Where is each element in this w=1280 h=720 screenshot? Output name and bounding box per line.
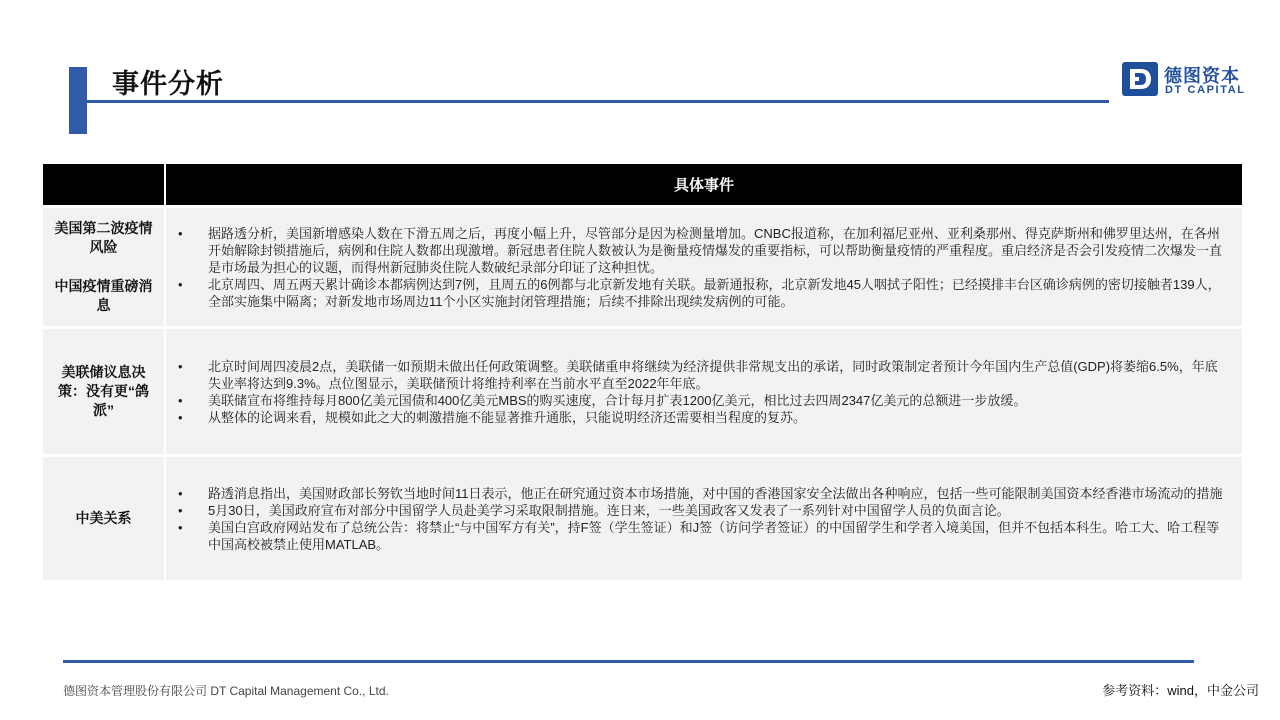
event-bullet: • 路透消息指出，美国财政部长努钦当地时间11日表示，他正在研究通过资本市场措施，对中国的香港国家安全法做出各种响应，包括一些可能限制美国资本经香港市场流动的措施 xyxy=(178,485,1228,502)
event-bullet: • 美国白宫政府网站发布了总统公告：将禁止“与中国军方有关”，持F签（学生签证）和J签（访问学者签证）的中国留学生和学者入境美国，但并不包括本科生。哈工大、哈工程等中国高校被禁止使用MATLAB。 xyxy=(178,519,1228,553)
page-title: 事件分析 xyxy=(112,69,224,99)
table-header-events: 具体事件 xyxy=(673,177,734,194)
company-logo xyxy=(1122,60,1252,100)
table-row-fed xyxy=(43,326,1242,454)
row-category xyxy=(43,457,166,580)
footer-source: 参考资料：wind，中金公司 xyxy=(1102,683,1259,698)
row-events xyxy=(166,457,1242,580)
table-row-epidemic xyxy=(43,205,1242,326)
category-label: 美联储议息决策：没有更“鸽派” xyxy=(58,364,149,418)
category-label: 中美关系 xyxy=(75,510,132,526)
table-row-sino-us xyxy=(43,454,1242,580)
table-header-category xyxy=(43,164,166,205)
event-bullet: • 美联储宣布将维持每月800亿美元国债和400亿美元MBS的购买速度，合计每月扩表1200亿美元，相比过去四周2347亿美元的总额进一步放缓。 xyxy=(178,392,1228,409)
row-category xyxy=(43,208,166,326)
footer-company: 德图资本管理股份有限公司 DT Capital Management Co., Ltd. xyxy=(63,684,389,698)
event-table xyxy=(43,164,1242,580)
footer-divider xyxy=(63,660,1194,663)
event-bullet: • 北京周四、周五两天累计确诊本都病例达到7例，且周五的6例都与北京新发地有关联。最新通报称，北京新发地45人咽拭子阳性；已经摸排丰台区确诊病例的密切接触者139人，全部实施集中隔离；对新发地市场周边11个小区实施封闭管理措施；后续不排除出现续发病例的可能。 xyxy=(178,276,1228,310)
logo-name-en: DT CAPITAL xyxy=(1165,84,1246,96)
event-bullet: • 5月30日，美国政府宣布对部分中国留学人员赴美学习采取限制措施。连日来，一些美国政客又发表了一系列针对中国留学人员的负面言论。 xyxy=(178,502,1228,519)
event-bullet: • 北京时间周四凌晨2点，美联储一如预期未做出任何政策调整。美联储重申将继续为经济提供非常规支出的承诺，同时政策制定者预计今年国内生产总值(GDP)将萎缩6.5%，年底失业率将达到9.3%。点位图显示，美联储预计将维持利率在当前水平直至2022年年底。 xyxy=(178,358,1228,392)
row-events xyxy=(166,208,1242,326)
dt-logo-icon xyxy=(1122,62,1158,96)
event-bullet: • 据路透分析，美国新增感染人数在下滑五周之后，再度小幅上升，尽管部分是因为检测量增加。CNBC报道称，在加利福尼亚州、亚利桑那州、得克萨斯州和佛罗里达州，在各州开始解除封锁措施后，病例和住院人数都出现激增。新冠患者住院人数被认为是衡量疫情爆发的重要指标，可以帮助衡量疫情的严重程度。重启经济是否会引发疫情二次爆发一直是市场最为担心的议题，而得州新冠肺炎住院人数破纪录部分印证了这种担忧。 xyxy=(178,225,1228,276)
table-header xyxy=(43,164,1242,205)
title-accent-bar xyxy=(69,67,87,134)
row-events xyxy=(166,329,1242,454)
row-category xyxy=(43,329,166,454)
title-divider xyxy=(87,100,1109,103)
logo-name-cn: 德图资本 xyxy=(1164,66,1240,86)
category-label: 美国第二波疫情风险 xyxy=(54,220,153,255)
category-label: 中国疫情重磅消息 xyxy=(54,278,153,313)
event-bullet: • 从整体的论调来看，规模如此之大的刺激措施不能显著推升通胀，只能说明经济还需要相当程度的复苏。 xyxy=(178,409,1228,426)
